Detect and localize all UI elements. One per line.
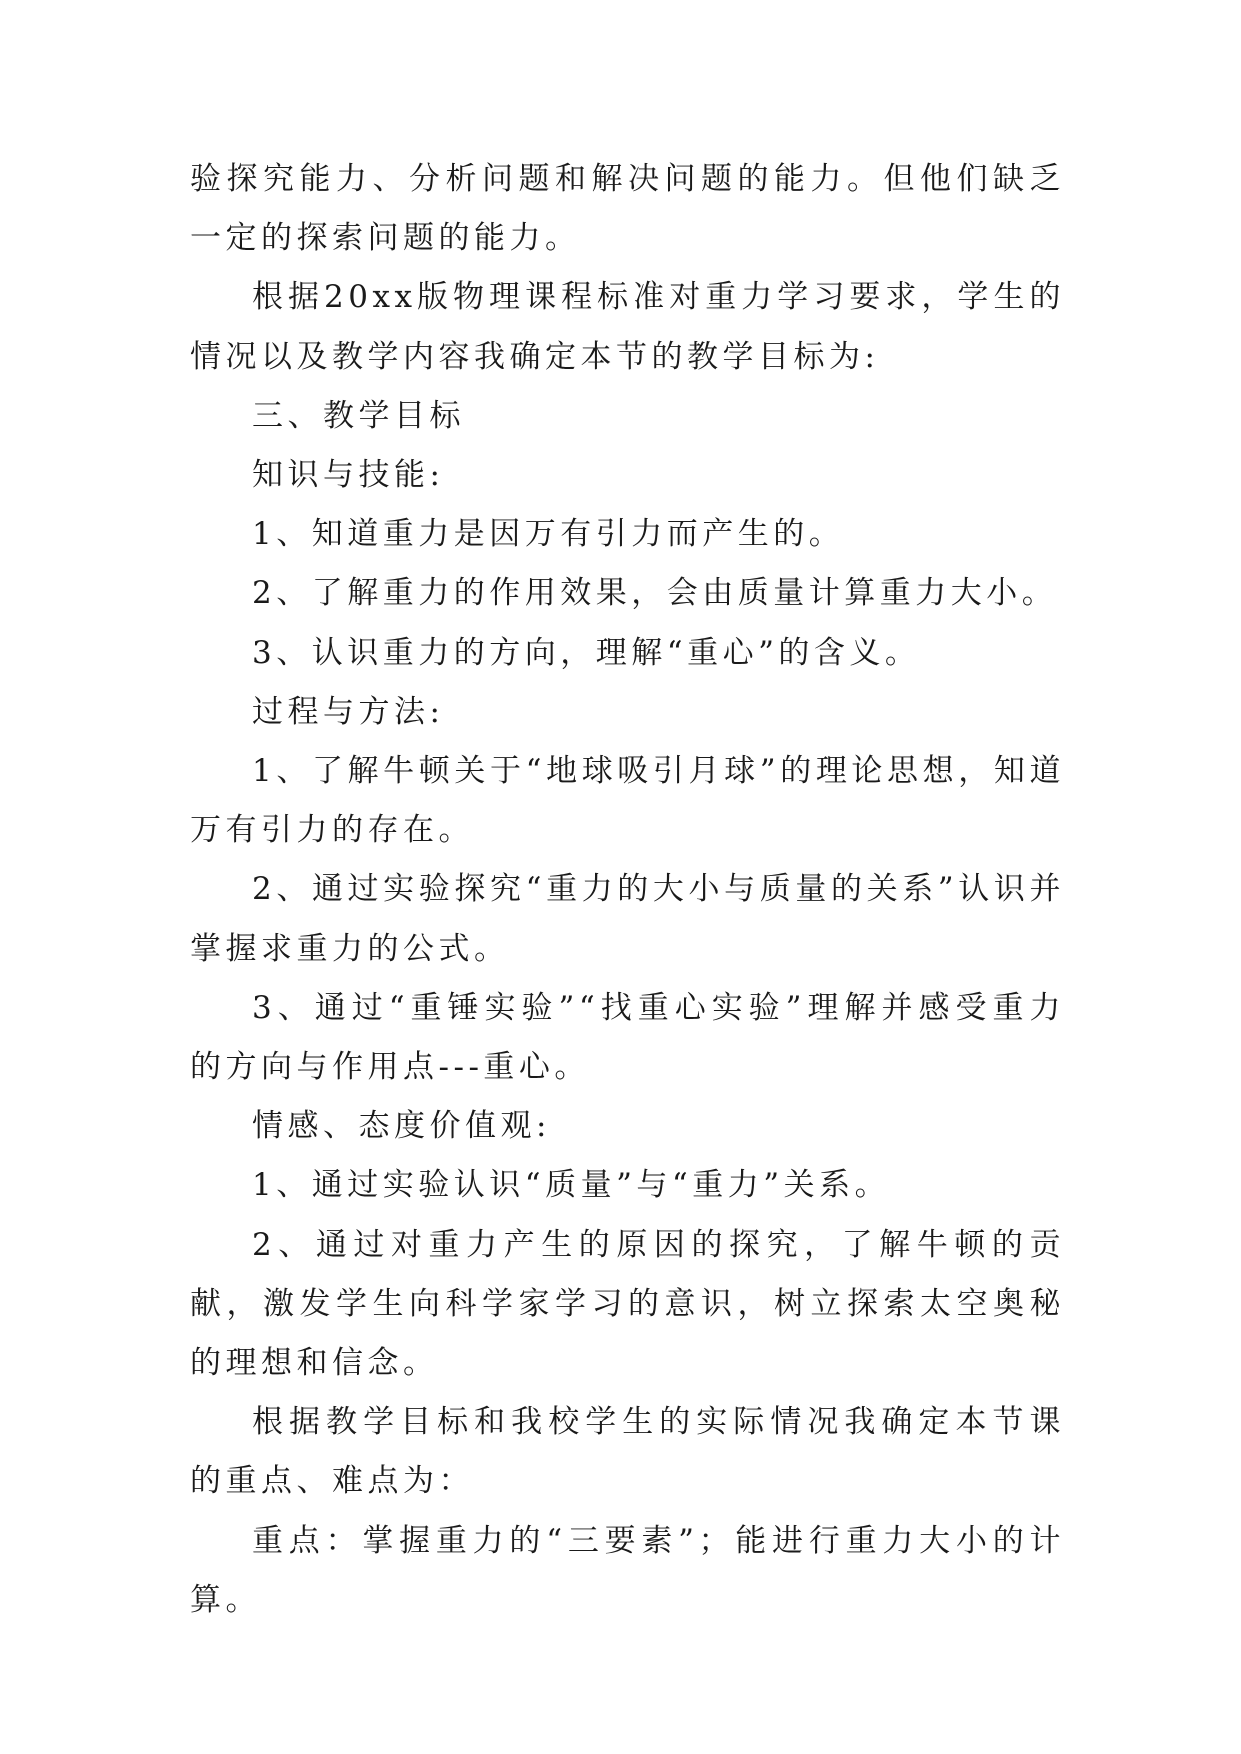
list-item: 1、知道重力是因万有引力而产生的。 <box>252 516 845 553</box>
subheading: 过程与方法: <box>252 693 445 730</box>
list-item: 2、通过对重力产生的原因的探究，了解牛顿的贡献，激发学生向科学家学习的意识，树立探索太空奥秘的理想和信念。 <box>190 1226 1065 1382</box>
paragraph: 验探究能力、分析问题和解决问题的能力。但他们缺乏一定的探索问题的能力。 <box>190 161 1065 257</box>
list-item: 3、认识重力的方向，理解“重心”的含义。 <box>252 634 921 671</box>
subheading: 知识与技能: <box>252 457 445 494</box>
section-heading: 三、教学目标 <box>252 397 465 434</box>
list-item: 1、通过实验认识“质量”与“重力”关系。 <box>252 1167 891 1204</box>
paragraph: 根据20xx版物理课程标准对重力学习要求，学生的情况以及教学内容我确定本节的教学目标为: <box>190 279 1065 375</box>
paragraph: 重点：掌握重力的“三要素”；能进行重力大小的计算。 <box>190 1522 1065 1618</box>
document-body <box>190 150 1065 1630</box>
paragraph: 根据教学目标和我校学生的实际情况我确定本节课的重点、难点为： <box>190 1404 1065 1500</box>
list-item: 1、了解牛顿关于“地球吸引月球”的理论思想，知道万有引力的存在。 <box>190 753 1065 849</box>
list-item: 2、了解重力的作用效果，会由质量计算重力大小。 <box>252 575 1058 612</box>
subheading: 情感、态度价值观: <box>252 1108 551 1145</box>
list-item: 2、通过实验探究“重力的大小与质量的关系”认识并掌握求重力的公式。 <box>190 871 1065 967</box>
list-item: 3、通过“重锤实验”“找重心实验”理解并感受重力的方向与作用点---重心。 <box>190 989 1065 1086</box>
